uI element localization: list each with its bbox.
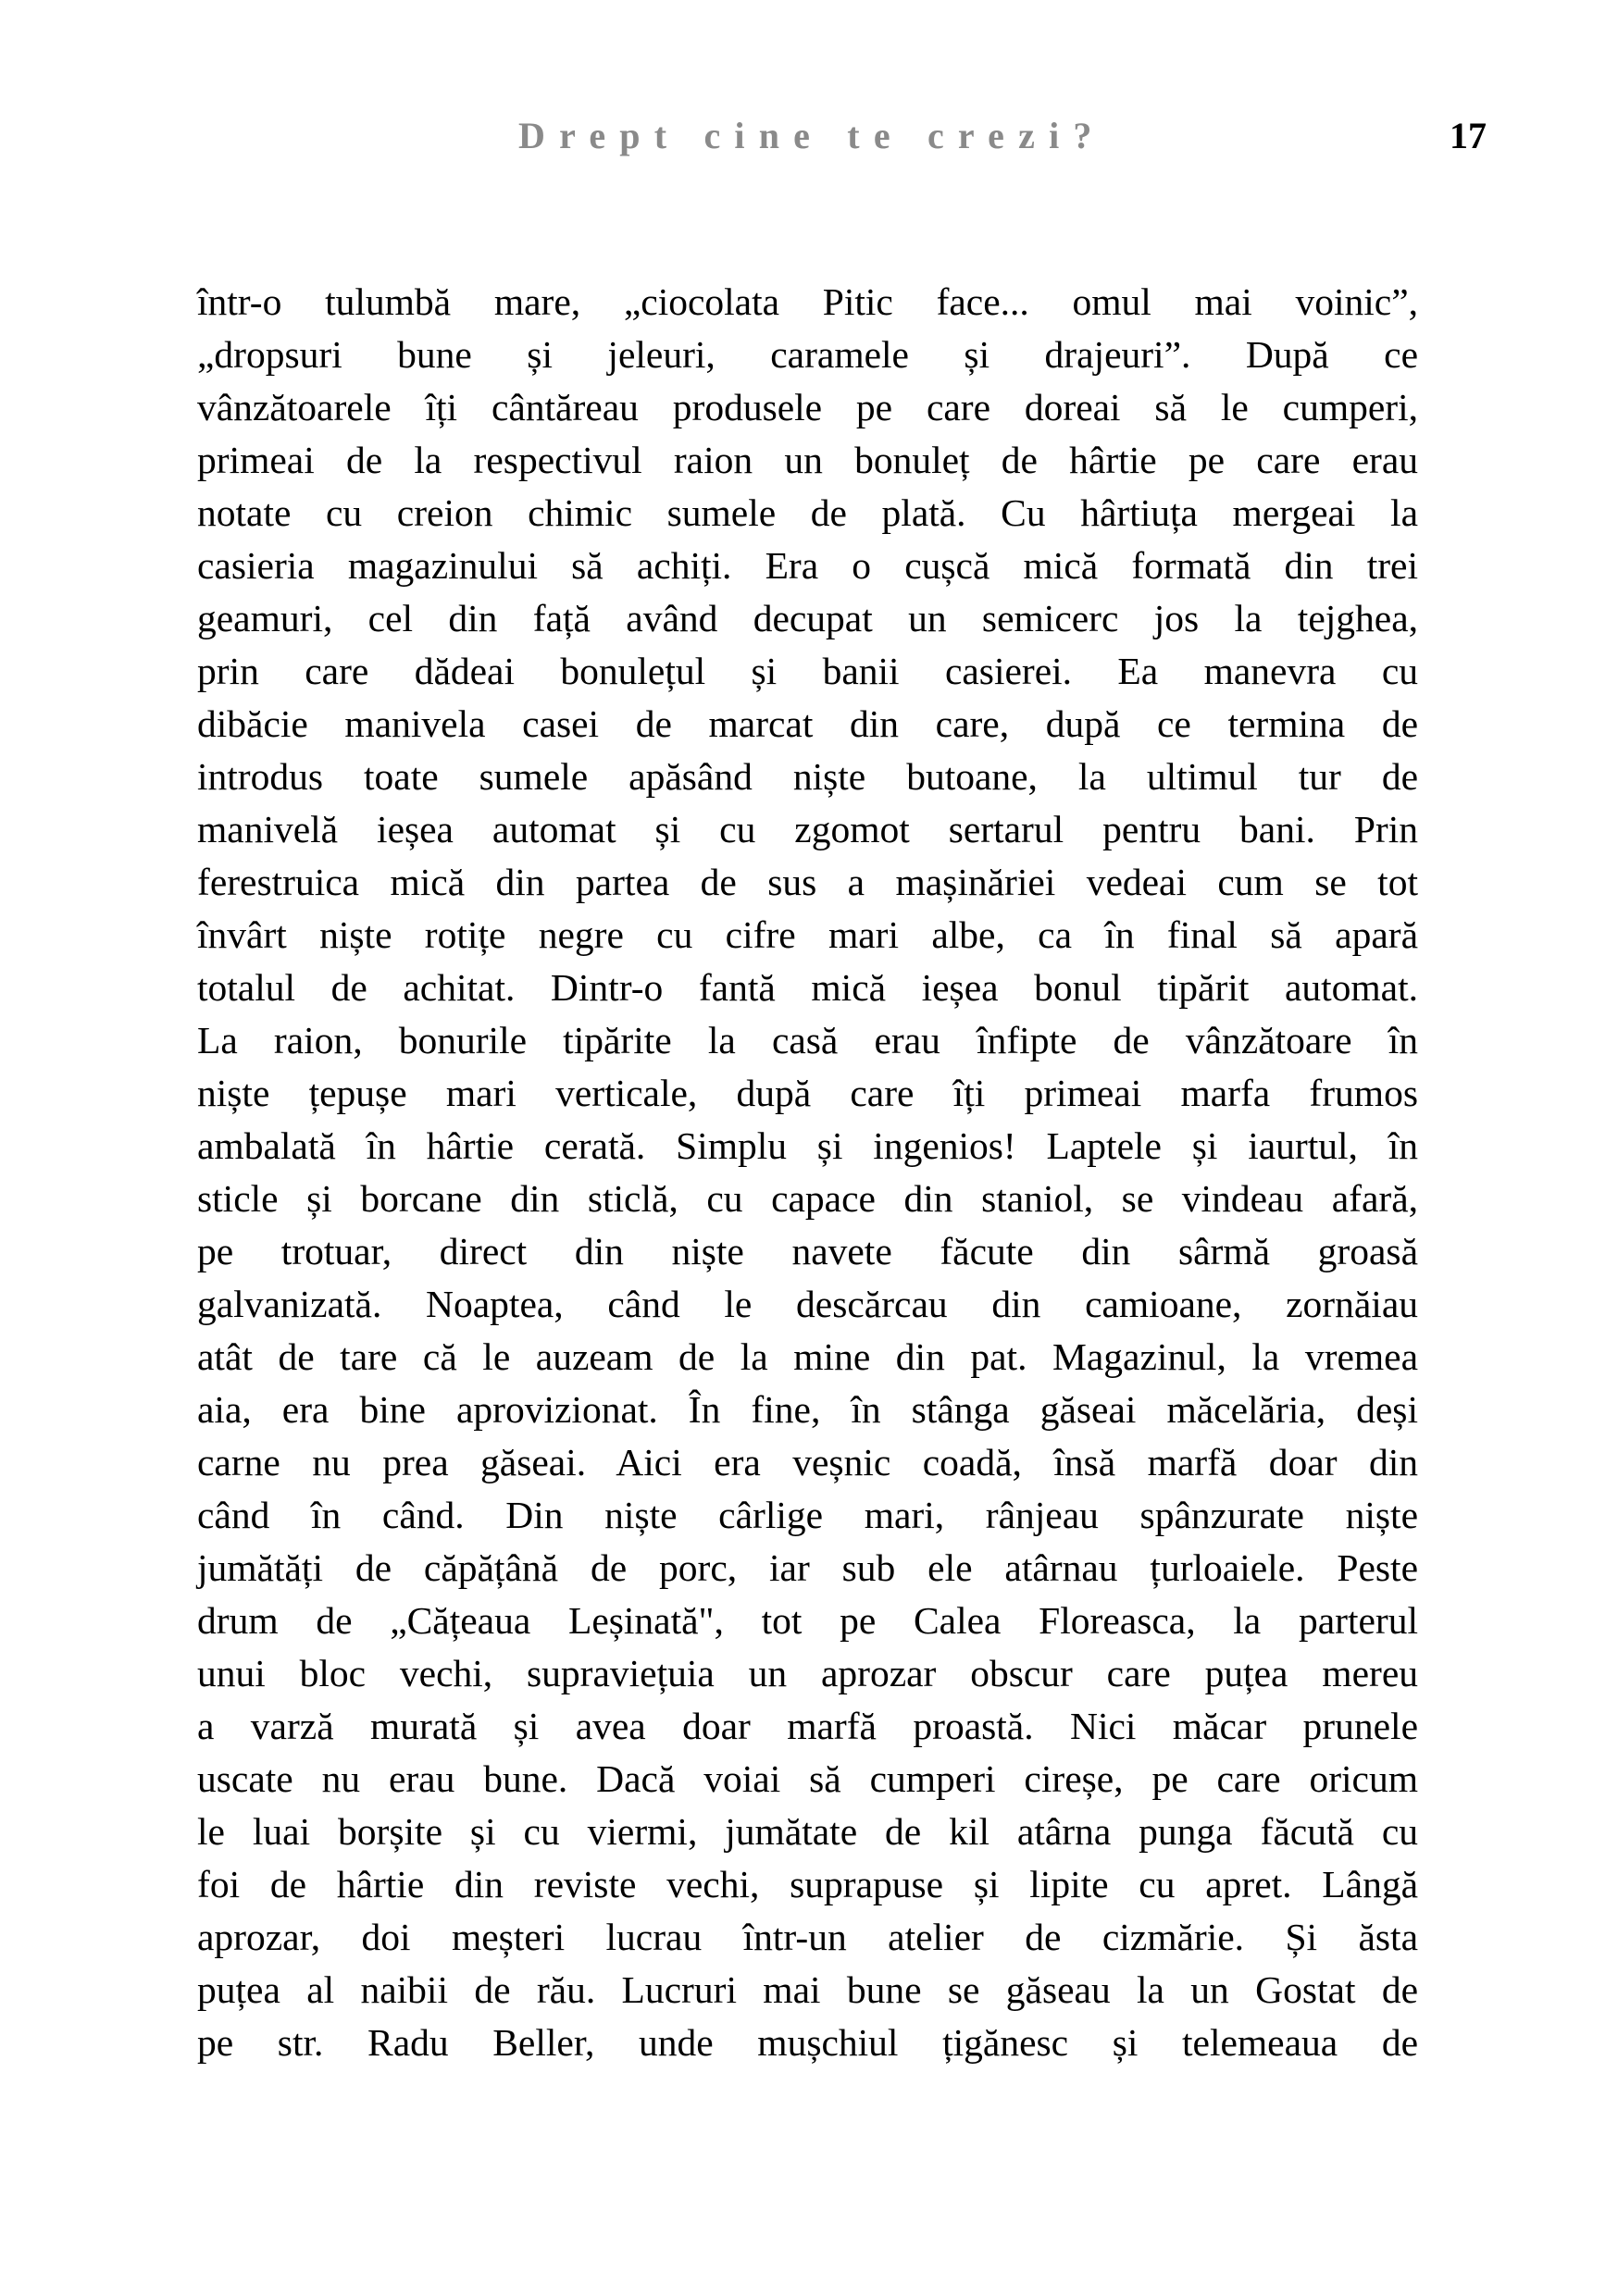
text-line: introdus toate sumele apăsând niște butoane, la ultimul tur de <box>197 755 1418 798</box>
body-paragraph <box>197 276 1418 2069</box>
page-number: 17 <box>1450 115 1487 156</box>
text-line: manivelă ieșea automat și cu zgomot sertarul pentru bani. Prin <box>197 808 1418 850</box>
text-line: când în când. Din niște cârlige mari, rânjeau spânzurate niște <box>197 1494 1418 1536</box>
text-line: casieria magazinului să achiți. Era o cușcă mică formată din trei <box>197 544 1418 587</box>
text-line: prin care dădeai bonulețul și banii casierei. Ea manevra cu <box>197 650 1418 692</box>
text-line: galvanizată. Noaptea, când le descărcau din camioane, zornăiau <box>197 1283 1418 1325</box>
text-line: învârt niște rotițe negre cu cifre mari albe, ca în final să apară <box>197 913 1418 956</box>
text-line: pe trotuar, direct din niște navete făcute din sârmă groasă <box>197 1230 1418 1272</box>
text-line: pe str. Radu Beller, unde mușchiul țigănesc și telemeaua de <box>197 2021 1418 2064</box>
text-line: aia, era bine aprovizionat. În fine, în stânga găseai măcelăria, deși <box>197 1388 1418 1431</box>
text-line: aprozar, doi meșteri lucrau într-un atelier de cizmărie. Și ăsta <box>197 1916 1418 1958</box>
text-line: unui bloc vechi, supraviețuia un aprozar obscur care puțea mereu <box>197 1652 1418 1694</box>
text-line: sticle și borcane din sticlă, cu capace din staniol, se vindeau afară, <box>197 1177 1418 1220</box>
text-line: ferestruica mică din partea de sus a mașinăriei vedeai cum se tot <box>197 861 1418 903</box>
text-line: drum de „Cățeaua Leșinată", tot pe Calea Floreasca, la parterul <box>197 1599 1418 1642</box>
text-line: foi de hârtie din reviste vechi, suprapuse și lipite cu apret. Lângă <box>197 1863 1418 1905</box>
text-line: ambalată în hârtie cerată. Simplu și ingenios! Laptele și iaurtul, în <box>197 1124 1418 1167</box>
text-line: atât de tare că le auzeam de la mine din pat. Magazinul, la vremea <box>197 1335 1418 1378</box>
text-line: într-o tulumbă mare, „ciocolata Pitic face... omul mai voinic”, <box>197 280 1418 323</box>
text-line: vânzătoarele îți cântăreau produsele pe care doreai să le cumperi, <box>197 386 1418 428</box>
text-line: niște țepușe mari verticale, după care îți primeai marfa frumos <box>197 1072 1418 1114</box>
text-line: carne nu prea găseai. Aici era veșnic coadă, însă marfă doar din <box>197 1441 1418 1483</box>
text-line: uscate nu erau bune. Dacă voiai să cumperi cireșe, pe care oricum <box>197 1757 1418 1800</box>
text-line: le luai borșite și cu viermi, jumătate de kil atârna punga făcută cu <box>197 1810 1418 1853</box>
text-line: jumătăți de căpățână de porc, iar sub ele atârnau țurloaiele. Peste <box>197 1546 1418 1589</box>
text-line: La raion, bonurile tipărite la casă erau înfipte de vânzătoare în <box>197 1019 1418 1061</box>
text-line: dibăcie manivela casei de marcat din care, după ce termina de <box>197 702 1418 745</box>
text-line: „dropsuri bune și jeleuri, caramele și drajeuri”. După ce <box>197 333 1418 376</box>
running-header-title: Drept cine te crezi? <box>518 115 1106 156</box>
text-line: notate cu creion chimic sumele de plată. Cu hârtiuța mergeai la <box>197 491 1418 534</box>
text-line: primeai de la respectivul raion un bonuleț de hârtie pe care erau <box>197 439 1418 481</box>
text-line: totalul de achitat. Dintr-o fantă mică ieșea bonul tipărit automat. <box>197 966 1418 1009</box>
text-line: puțea al naibii de rău. Lucruri mai bune se găseau la un Gostat de <box>197 1968 1418 2011</box>
text-line: a varză murată și avea doar marfă proastă. Nici măcar prunele <box>197 1705 1418 1747</box>
text-line: geamuri, cel din față având decupat un semicerc jos la tejghea, <box>197 597 1418 639</box>
